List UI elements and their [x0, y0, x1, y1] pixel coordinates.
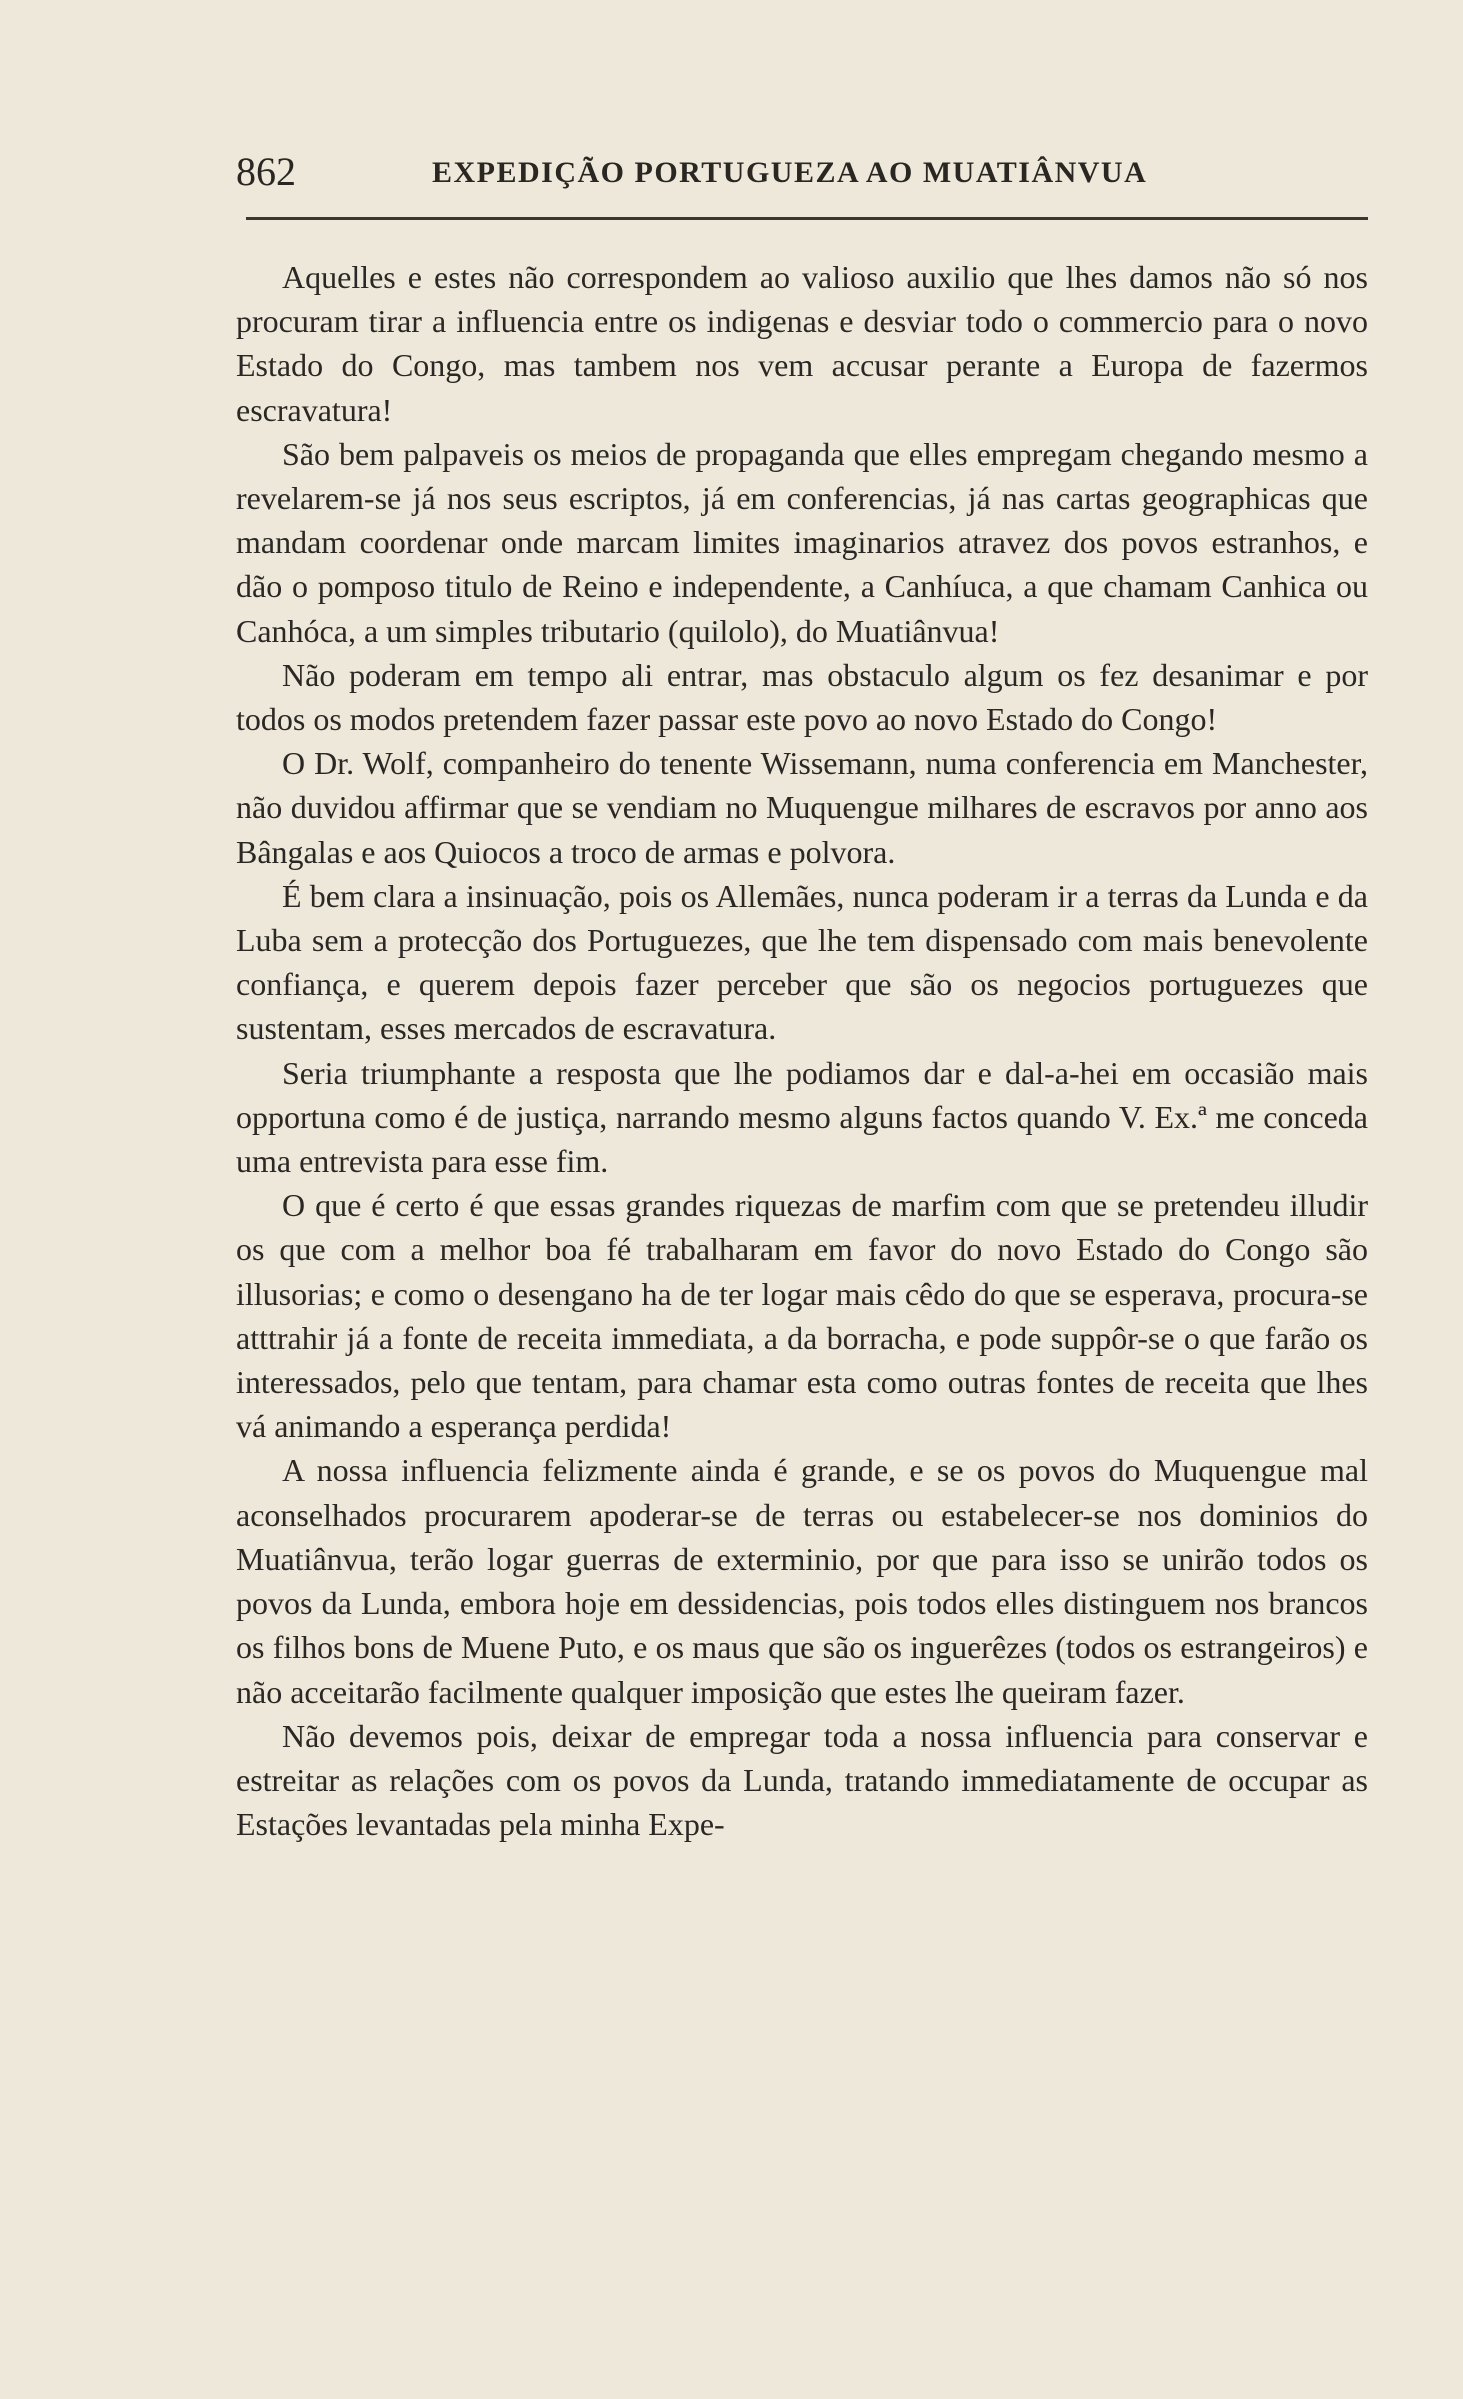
paragraph: Seria triumphante a resposta que lhe podiamos dar e dal-a-hei em occasião mais opportuna como é de justiça, narrando mesmo alguns factos quando V. Ex.ª me conceda uma entrevista para esse fim.: [236, 1054, 1368, 1180]
paragraph: Não devemos pois, deixar de empregar toda a nossa influencia para conservar e estreitar as relações com os povos da Lunda, tratando immediatamente de occupar as Estações levantadas pela minha Expe-: [236, 1717, 1368, 1843]
page-number: 862: [236, 149, 296, 194]
paragraph: Aquelles e estes não correspondem ao valioso auxilio que lhes damos não só nos procuram tirar a influencia entre os indigenas e desviar todo o commercio para o novo Estado do Congo, mas tambem nos vem accusar perante a Europa de fazermos escravatura!: [236, 259, 1368, 428]
body-text: [236, 255, 1368, 1846]
paragraph: Não poderam em tempo ali entrar, mas obstaculo algum os fez desanimar e por todos os modos pretendem fazer passar este povo ao novo Estado do Congo!: [236, 656, 1368, 738]
running-title: EXPEDIÇÃO PORTUGUEZA AO MUATIÂNVUA: [432, 156, 1148, 189]
paragraph: O Dr. Wolf, companheiro do tenente Wissemann, numa conferencia em Manchester, não duvidou affirmar que se vendiam no Muquengue milhares de escravos por anno aos Bângalas e aos Quiocos a troco de armas e polvora.: [236, 745, 1368, 870]
paragraph: A nossa influencia felizmente ainda é grande, e se os povos do Muquengue mal aconselhados procurarem apoderar-se de terras ou estabelecer-se nos dominios do Muatiânvua, terão logar guerras de exterminio, por que para isso se unirão todos os povos da Lunda, embora hoje em dessidencias, pois todos elles distinguem nos brancos os filhos bons de Muene Puto, e os maus que são os inguerêzes (todos os estrangeiros) e não acceitarão facilmente qualquer imposição que estes lhe queiram fazer.: [236, 1452, 1368, 1710]
paragraph: É bem clara a insinuação, pois os Allemães, nunca poderam ir a terras da Lunda e da Luba sem a protecção dos Portuguezes, que lhe tem dispensado com mais benevolente confiança, e querem depois fazer perceber que são os negocios portuguezes que sustentam, esses mercados de escravatura.: [236, 877, 1368, 1047]
paragraph: São bem palpaveis os meios de propaganda que elles empregam chegando mesmo a revelarem-se já nos seus escriptos, já em conferencias, já nas cartas geographicas que mandam coordenar onde marcam limites imaginarios atravez dos povos estranhos, e dão o pomposo titulo de Reino e independente, a Canhíuca, a que chamam Canhica ou Canhóca, a um simples tributario (quilolo), do Muatiânvua!: [236, 435, 1368, 649]
header-rule: [246, 217, 1368, 220]
page-header: [236, 148, 1368, 208]
paragraph: O que é certo é que essas grandes riquezas de marfim com que se pretendeu illudir os que com a melhor boa fé trabalharam em favor do novo Estado do Congo são illusorias; e como o desengano ha de ter logar mais cêdo do que se esperava, procura-se atttrahir já a fonte de receita immediata, a da borracha, e pode suppôr-se o que farão os interessados, pelo que tentam, para chamar esta como outras fontes de receita que lhes vá animando a esperança perdida!: [236, 1187, 1368, 1445]
